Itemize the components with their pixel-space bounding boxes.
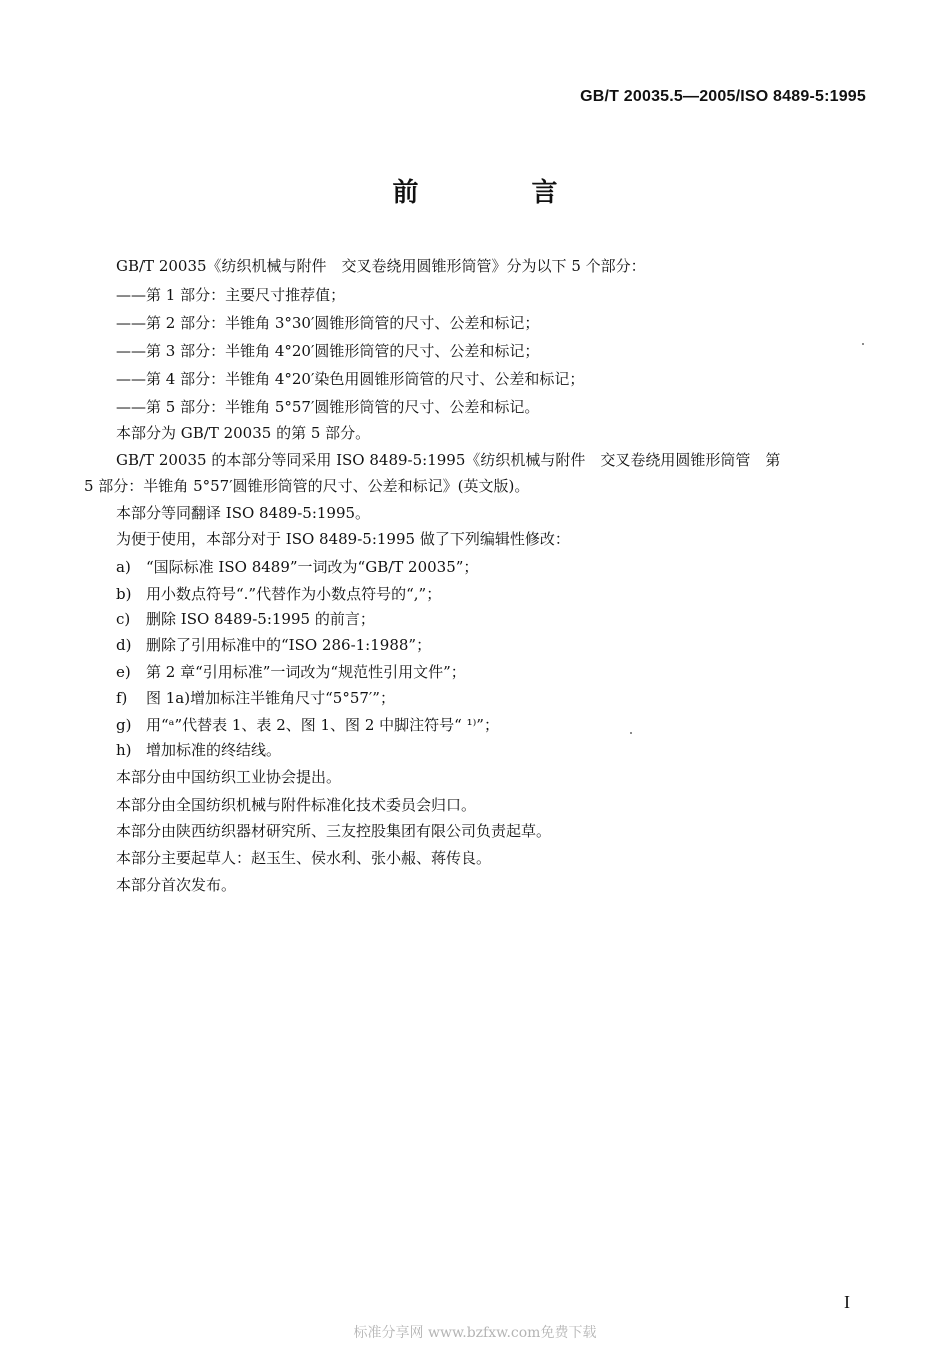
item-text: 图 1a)增加标注半锥角尺寸“5°57′”；: [146, 689, 395, 707]
closing-paragraph: 本部分由中国纺织工业协会提出。: [116, 768, 342, 786]
closing-paragraph: 本部分由陕西纺织器材研究所、三友控股集团有限公司负责起草。: [116, 822, 552, 840]
item-text: 用小数点符号“.”代替作为小数点符号的“,”；: [146, 585, 442, 603]
part-list-item: ——第 2 部分：半锥角 3°30′圆锥形筒管的尺寸、公差和标记；: [116, 314, 540, 332]
modification-item: [116, 557, 478, 577]
modification-item: [116, 609, 375, 629]
part-list-item: ——第 1 部分：主要尺寸推荐值；: [116, 286, 346, 304]
item-label: g): [116, 716, 132, 734]
page-title: 前 言: [392, 178, 610, 208]
part-list-item: ——第 5 部分：半锥角 5°57′圆锥形筒管的尺寸、公差和标记。: [116, 398, 540, 416]
item-text: 第 2 章“引用标准”一词改为“规范性引用文件”；: [146, 663, 466, 681]
item-label: d): [116, 636, 132, 654]
standard-code-header: GB/T 20035.5—2005/ISO 8489-5:1995: [580, 88, 866, 105]
item-label: c): [116, 610, 131, 628]
item-label: a): [116, 558, 131, 576]
closing-paragraph: 本部分首次发布。: [116, 876, 237, 894]
scan-speck: [630, 732, 632, 734]
closing-paragraph: 本部分主要起草人：赵玉生、侯水利、张小赧、蒋传良。: [116, 849, 492, 867]
adoption-paragraph-line1: GB/T 20035 的本部分等同采用 ISO 8489-5:1995《纺织机械与附件 交叉卷绕用圆锥形筒管 第: [116, 451, 781, 469]
item-label: b): [116, 585, 132, 603]
part-list-item: ——第 4 部分：半锥角 4°20′染色用圆锥形筒管的尺寸、公差和标记；: [116, 370, 585, 388]
scope-paragraph: 本部分为 GB/T 20035 的第 5 部分。: [116, 424, 371, 442]
modification-item: [116, 635, 431, 655]
modification-item: [116, 688, 395, 708]
modification-item: [116, 662, 466, 682]
closing-paragraph: 本部分由全国纺织机械与附件标准化技术委员会归口。: [116, 796, 477, 814]
part-list-item: ——第 3 部分：半锥角 4°20′圆锥形筒管的尺寸、公差和标记；: [116, 342, 540, 360]
item-text: 删除了引用标准中的“ISO 286-1:1988”；: [146, 636, 432, 654]
item-text: 增加标准的终结线。: [146, 741, 282, 759]
modifications-intro: 为便于使用，本部分对于 ISO 8489-5:1995 做了下列编辑性修改：: [116, 530, 570, 548]
watermark-text: 标准分享网 www.bzfxw.com免费下载: [353, 1325, 597, 1341]
page-number: I: [844, 1292, 850, 1312]
adoption-paragraph-line2: 5 部分：半锥角 5°57′圆锥形筒管的尺寸、公差和标记》(英文版)。: [84, 477, 530, 495]
scan-speck: [862, 343, 864, 345]
modification-item: [116, 740, 281, 760]
item-text: 用“ᵃ”代替表 1、表 2、图 1、图 2 中脚注符号“ ¹⁾”；: [146, 716, 499, 734]
modification-item: [116, 584, 441, 604]
intro-paragraph: GB/T 20035《纺织机械与附件 交叉卷绕用圆锥形筒管》分为以下 5 个部分：: [116, 257, 646, 275]
translation-paragraph: 本部分等同翻译 ISO 8489-5:1995。: [116, 504, 371, 522]
item-text: 删除 ISO 8489-5:1995 的前言；: [146, 610, 375, 628]
modification-item: [116, 715, 499, 735]
item-label: f): [116, 689, 128, 707]
item-label: e): [116, 663, 131, 681]
item-label: h): [116, 741, 132, 759]
item-text: “国际标准 ISO 8489”一词改为“GB/T 20035”；: [146, 558, 479, 576]
